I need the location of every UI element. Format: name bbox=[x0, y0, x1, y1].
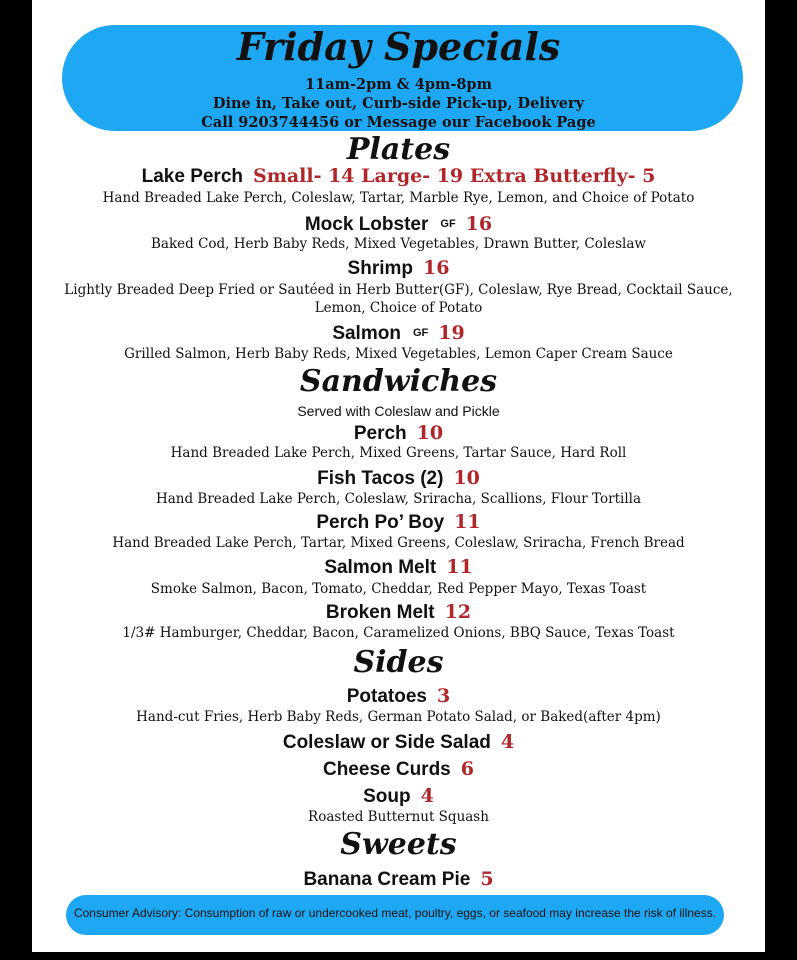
item-name: Lake Perch bbox=[141, 166, 244, 187]
item-name: Banana Cream Pie bbox=[303, 869, 471, 890]
menu-item-perch-po-boy bbox=[32, 511, 765, 534]
menu-item-broken-melt bbox=[32, 601, 765, 624]
service-text: Dine in, Take out, Curb-side Pick-up, Delivery bbox=[212, 95, 585, 112]
sandwiches-heading: Sandwiches bbox=[299, 364, 498, 399]
item-name: Perch Po’ Boy bbox=[316, 512, 445, 533]
item-name: Salmon bbox=[332, 323, 401, 344]
item-price: 11 bbox=[454, 511, 481, 533]
item-price: 12 bbox=[444, 601, 472, 623]
item-name: Salmon Melt bbox=[324, 557, 437, 578]
item-price: 4 bbox=[420, 785, 434, 807]
item-description: Grilled Salmon, Herb Baby Reds, Mixed Vegetables, Lemon Caper Cream Sauce bbox=[124, 346, 673, 362]
item-price: 3 bbox=[437, 685, 451, 707]
item-description: Hand Breaded Lake Perch, Coleslaw, Sriracha, Scallions, Flour Tortilla bbox=[155, 491, 642, 507]
item-description: Roasted Butternut Squash bbox=[308, 809, 489, 825]
item-description: Smoke Salmon, Bacon, Tomato, Cheddar, Red Pepper Mayo, Texas Toast bbox=[150, 581, 647, 597]
item-name: Soup bbox=[363, 786, 411, 807]
menu-item-banana-cream-pie bbox=[32, 868, 765, 891]
item-description: Hand Breaded Lake Perch, Tartar, Mixed Greens, Coleslaw, Sriracha, French Bread bbox=[112, 535, 685, 551]
menu-item-perch bbox=[32, 422, 765, 445]
item-price: 10 bbox=[453, 467, 480, 489]
item-price: 16 bbox=[423, 257, 450, 279]
consumer-advisory-text: Consumer Advisory: Consumption of raw or undercooked meat, poultry, eggs, or seafood may increase the risk of illness. bbox=[73, 906, 717, 920]
plates-heading: Plates bbox=[346, 132, 451, 167]
item-description: 1/3# Hamburger, Cheddar, Bacon, Caramelized Onions, BBQ Sauce, Texas Toast bbox=[122, 625, 675, 641]
item-description: Lightly Breaded Deep Fried or Sautéed in Herb Butter(GF), Coleslaw, Rye Bread, Cocktail Sauce, bbox=[64, 282, 733, 298]
item-price: 4 bbox=[500, 731, 515, 753]
sandwiches-subtitle: Served with Coleslaw and Pickle bbox=[297, 403, 500, 419]
menu-item-salmon-melt bbox=[32, 556, 765, 579]
sides-heading: Sides bbox=[353, 645, 444, 680]
item-price: 11 bbox=[446, 556, 473, 578]
item-description-line2: Lemon, Choice of Potato bbox=[314, 300, 483, 316]
item-description: Hand-cut Fries, Herb Baby Reds, German Potato Salad, or Baked(after 4pm) bbox=[136, 709, 661, 725]
sweets-heading: Sweets bbox=[340, 827, 457, 862]
menu-item-salmon bbox=[32, 322, 765, 345]
item-description: Hand Breaded Lake Perch, Mixed Greens, Tartar Sauce, Hard Roll bbox=[170, 445, 627, 461]
menu-item-cheese-curds bbox=[32, 758, 765, 781]
item-name: Shrimp bbox=[347, 258, 413, 279]
item-name: Cheese Curds bbox=[322, 759, 451, 780]
item-name: Perch bbox=[353, 423, 407, 444]
item-name: Potatoes bbox=[346, 686, 427, 707]
item-name: Mock Lobster bbox=[304, 214, 429, 235]
item-price: 19 bbox=[438, 322, 465, 344]
menu-item-lake-perch bbox=[32, 165, 765, 188]
gluten-free-tag: GF bbox=[412, 327, 429, 339]
item-price: 5 bbox=[480, 868, 494, 890]
menu-item-fish-tacos bbox=[32, 467, 765, 490]
contact-text: Call 9203744456 or Message our Facebook Page bbox=[201, 114, 596, 131]
item-description: Baked Cod, Herb Baby Reds, Mixed Vegetables, Drawn Butter, Coleslaw bbox=[151, 236, 646, 252]
menu-item-mock-lobster bbox=[32, 213, 765, 236]
menu-item-soup bbox=[32, 785, 765, 808]
item-name: Fish Tacos (2) bbox=[317, 468, 444, 489]
item-price: 16 bbox=[465, 213, 493, 235]
item-description: Hand Breaded Lake Perch, Coleslaw, Tartar, Marble Rye, Lemon, and Choice of Potato bbox=[102, 190, 695, 206]
page-title: Friday Specials bbox=[236, 24, 561, 69]
item-price: 6 bbox=[460, 758, 474, 780]
gluten-free-tag: GF bbox=[440, 218, 456, 230]
menu-item-potatoes bbox=[32, 685, 765, 708]
item-price: Small- 14 Large- 19 Extra Butterfly- 5 bbox=[253, 165, 656, 187]
menu-item-shrimp bbox=[32, 257, 765, 280]
item-name: Broken Melt bbox=[325, 602, 435, 623]
item-name: Coleslaw or Side Salad bbox=[282, 732, 491, 753]
item-price: 10 bbox=[416, 422, 444, 444]
menu-item-coleslaw-side-salad bbox=[32, 731, 765, 754]
hours-text: 11am-2pm & 4pm-8pm bbox=[305, 76, 492, 93]
